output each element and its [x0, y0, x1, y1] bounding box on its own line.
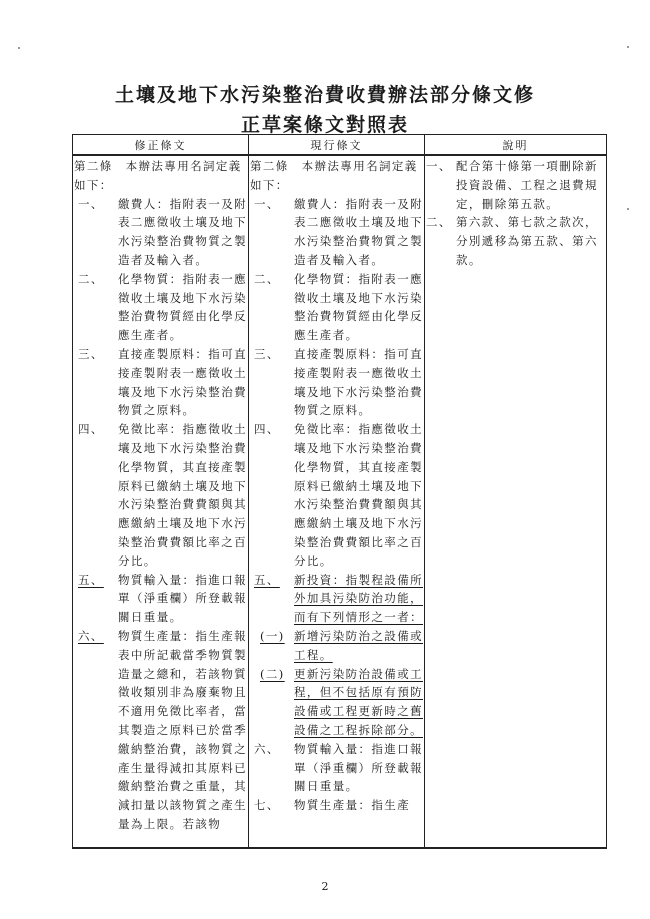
revised-item-text: 直接產製原料：指可直接產製附表一應徵收土壤及地下水污染整治費物質之原料。 — [118, 346, 247, 418]
current-column — [249, 155, 425, 848]
revised-item-number: 六、 — [78, 628, 104, 643]
current-item-text: 新增污染防治之設備或工程。 — [294, 628, 423, 662]
current-item — [250, 270, 423, 345]
current-item-number: 二、 — [254, 271, 280, 286]
explanation-item-text: 配合第十條第一項刪除新投資設備、工程之退費規定，刪除第五款。 — [456, 159, 598, 211]
revised-item-text: 物質輸入量：指進口報單（淨重欄）所登載報關日重量。 — [118, 572, 247, 625]
explanation-item — [426, 213, 605, 269]
explanation-item-text: 第六款、第七款之款次，分別遞移為第五款、第六款。 — [456, 215, 598, 267]
revised-item — [74, 195, 247, 270]
current-item — [250, 740, 423, 796]
revised-item-number: 三、 — [78, 346, 104, 361]
scan-speck — [627, 208, 629, 210]
current-item — [250, 627, 423, 665]
revised-clause-intro: 第二條 本辦法專用名詞定義如下： — [74, 159, 242, 192]
current-item-text: 物質生產量：指生產 — [294, 798, 411, 813]
revised-item-number: 一、 — [78, 196, 104, 211]
revised-item-number: 四、 — [78, 422, 104, 437]
header-current: 現行條文 — [249, 135, 425, 156]
revised-item-number: 五、 — [78, 572, 104, 587]
page-number: 2 — [321, 880, 329, 893]
current-item — [250, 195, 423, 270]
current-item-text: 更新污染防治設備或工程，但不包括原有預防設備或工程更新時之舊設備之工程拆除部分。 — [294, 666, 423, 737]
explanation-item-number: 一、 — [426, 159, 452, 173]
current-item-number: 五、 — [254, 572, 280, 587]
document-title-line-1: 土壤及地下水污染整治費收費辦法部分條文修 — [114, 84, 535, 106]
table-header-row — [73, 135, 607, 156]
current-item-number: 四、 — [254, 422, 280, 437]
current-item-number: (二) — [260, 666, 285, 681]
current-item-number: (一) — [260, 628, 285, 643]
explanation-item — [426, 157, 605, 213]
current-item — [250, 796, 423, 815]
revised-item-list — [74, 195, 247, 834]
explanation-column — [425, 155, 607, 848]
revised-item — [74, 571, 247, 627]
current-item-text: 直接產製原料：指可直接產製附表一應徵收土壤及地下水污染整治費物質之原料。 — [294, 346, 423, 418]
scan-speck — [627, 46, 629, 48]
current-item — [250, 345, 423, 420]
header-revised: 修正條文 — [73, 135, 249, 156]
revised-item — [74, 420, 247, 570]
revised-item-text: 物質生產量：指生產報表中所記載當季物質製造量之總和，若該物質徵收類別非為廢棄物且不適用免徵比率者，當其製造之原料已於當季繳納整治費，該物質之產生量得減扣其原料已繳納整治費之重量，其減扣量以該物質之產生量為上限。若該物 — [118, 628, 247, 831]
revised-item-number: 二、 — [78, 271, 104, 286]
current-item-number: 一、 — [254, 196, 280, 211]
explanation-item-number: 二、 — [426, 215, 452, 230]
comparison-table — [72, 134, 607, 849]
revised-item-text: 化學物質：指附表一應徵收土壤及地下水污染整治費物質經由化學反應生產者。 — [118, 271, 247, 343]
current-item-list — [250, 195, 423, 815]
revised-item-text: 繳費人：指附表一及附表二應徵收土壤及地下水污染整治費物質之製造者及輸入者。 — [118, 196, 247, 267]
current-item-text: 化學物質：指附表一應徵收土壤及地下水污染整治費物質經由化學反應生產者。 — [294, 271, 423, 343]
current-item — [250, 571, 423, 627]
current-item — [250, 665, 423, 740]
revised-item — [74, 345, 247, 420]
current-item — [250, 420, 423, 570]
current-clause-intro: 第二條 本辦法專用名詞定義如下： — [250, 159, 418, 192]
scan-speck — [18, 47, 20, 49]
revised-item — [74, 627, 247, 834]
revised-item-text: 免徵比率：指應徵收土壤及地下水污染整治費化學物質，其直接產製原料已繳納土壤及地下水污染整治費費額與其應繳納土壤及地下水污染整治費費額比率之百分比。 — [118, 422, 247, 568]
revised-item — [74, 270, 247, 345]
current-item-number: 三、 — [254, 346, 280, 361]
revised-column — [73, 155, 249, 848]
current-item-text: 物質輸入量：指進口報單（淨重欄）所登載報關日重量。 — [294, 741, 423, 794]
current-item-number: 七、 — [254, 798, 280, 813]
current-item-number: 六、 — [254, 741, 280, 756]
document-title-line-2: 正草案條文對照表 — [240, 114, 409, 136]
current-item-text: 新投資：指製程設備所外加具污染防治功能，而有下列情形之一者： — [294, 572, 423, 625]
current-item-text: 繳費人：指附表一及附表二應徵收土壤及地下水污染整治費物質之製造者及輸入者。 — [294, 196, 423, 267]
header-explanation: 說明 — [425, 135, 607, 156]
current-item-text: 免徵比率：指應徵收土壤及地下水污染整治費化學物質，其直接產製原料已繳納土壤及地下水污染整治費費額與其應繳納土壤及地下水污染整治費費額比率之百分比。 — [294, 422, 423, 568]
explanation-list — [426, 157, 605, 270]
table-body-row — [73, 155, 607, 848]
